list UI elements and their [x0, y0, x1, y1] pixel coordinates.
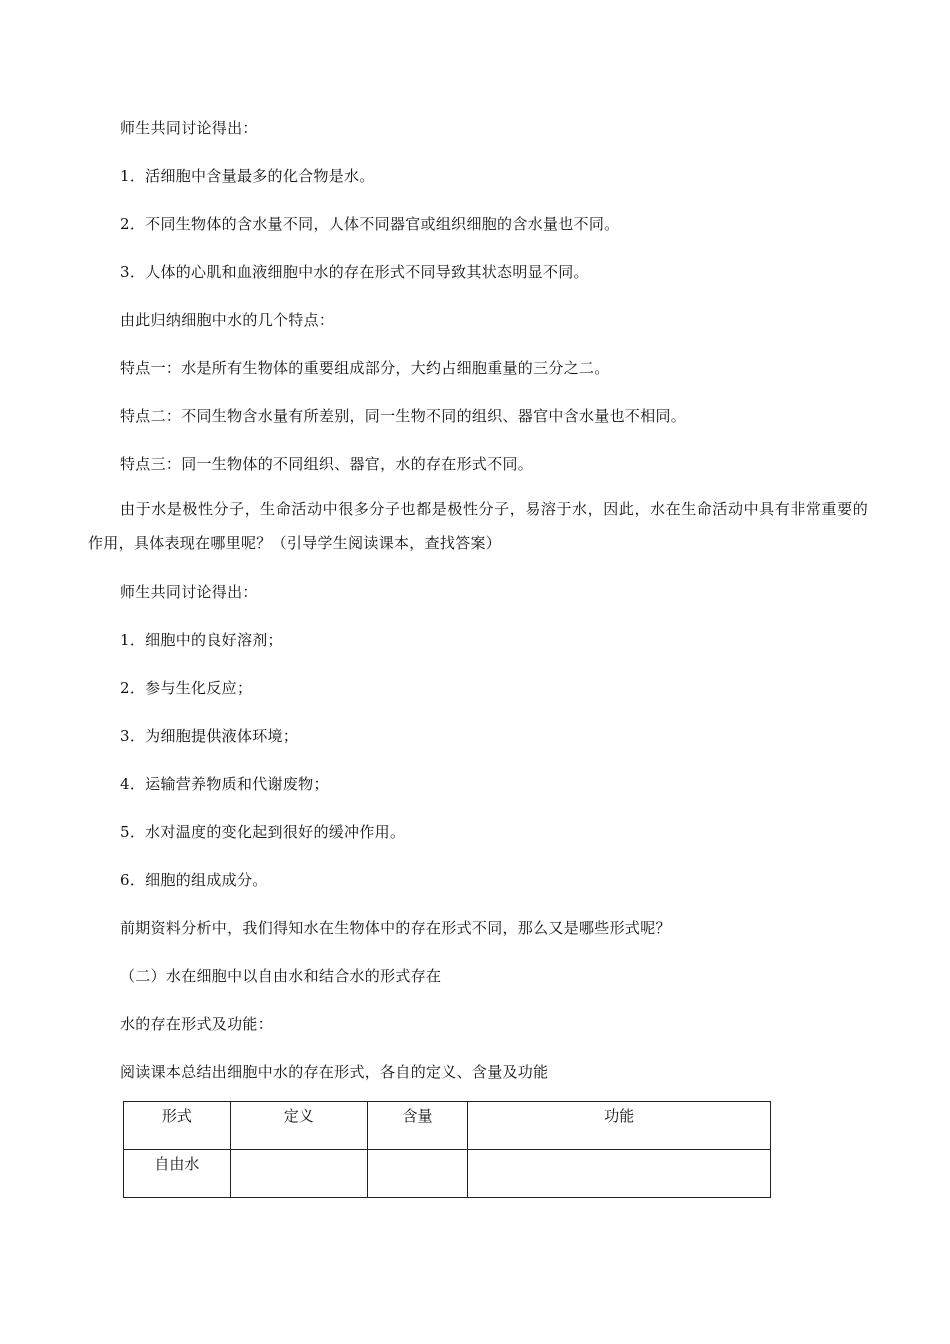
- function-item: 2．参与生化反应；: [120, 679, 253, 697]
- table-header-cell: 定义: [230, 1102, 367, 1150]
- table-row: [124, 1150, 771, 1198]
- function-item: 3．为细胞提供液体环境；: [120, 727, 299, 745]
- table-cell: 自由水: [124, 1150, 231, 1198]
- function-item: 1．细胞中的良好溶剂；: [120, 631, 283, 649]
- table-cell: [367, 1150, 468, 1198]
- feature-item: 特点一：水是所有生物体的重要组成部分，大约占细胞重量的三分之二。: [120, 359, 610, 377]
- task-instruction: 阅读课本总结出细胞中水的存在形式，各自的定义、含量及功能: [120, 1063, 549, 1081]
- table-cell: [230, 1150, 367, 1198]
- feature-item: 特点二：不同生物含水量有所差别，同一生物不同的组织、器官中含水量也不相同。: [120, 407, 687, 425]
- body-paragraph: 由于水是极性分子，生命活动中很多分子也都是极性分子，易溶于水，因此，水在生命活动中具有非常重要的作用，具体表现在哪里呢？（引导学生阅读课本，查找答案）: [88, 500, 868, 552]
- function-item: 4．运输营养物质和代谢废物；: [120, 775, 329, 793]
- water-forms-table: [123, 1101, 771, 1198]
- transition-question: 前期资料分析中，我们得知水在生物体中的存在形式不同，那么又是哪些形式呢？: [120, 919, 671, 937]
- function-item: 5．水对温度的变化起到很好的缓冲作用。: [120, 823, 406, 841]
- summary-heading: 由此归纳细胞中水的几个特点：: [120, 311, 335, 329]
- discussion-heading: 师生共同讨论得出：: [120, 583, 258, 601]
- table-cell: [468, 1150, 771, 1198]
- table-header-row: [124, 1102, 771, 1150]
- feature-item: 特点三：同一生物体的不同组织、器官，水的存在形式不同。: [120, 455, 534, 473]
- finding-item: 3．人体的心肌和血液细胞中水的存在形式不同导致其状态明显不同。: [120, 263, 589, 281]
- subsection-heading: 水的存在形式及功能：: [120, 1015, 274, 1033]
- finding-item: 1．活细胞中含量最多的化合物是水。: [120, 167, 375, 185]
- discussion-heading: 师生共同讨论得出：: [120, 119, 258, 137]
- table-header-cell: 功能: [468, 1102, 771, 1150]
- finding-item: 2．不同生物体的含水量不同，人体不同器官或组织细胞的含水量也不同。: [120, 215, 620, 233]
- table-header-cell: 形式: [124, 1102, 231, 1150]
- table-header-cell: 含量: [367, 1102, 468, 1150]
- function-item: 6．细胞的组成成分。: [120, 871, 268, 889]
- section-heading: （二）水在细胞中以自由水和结合水的形式存在: [120, 967, 442, 985]
